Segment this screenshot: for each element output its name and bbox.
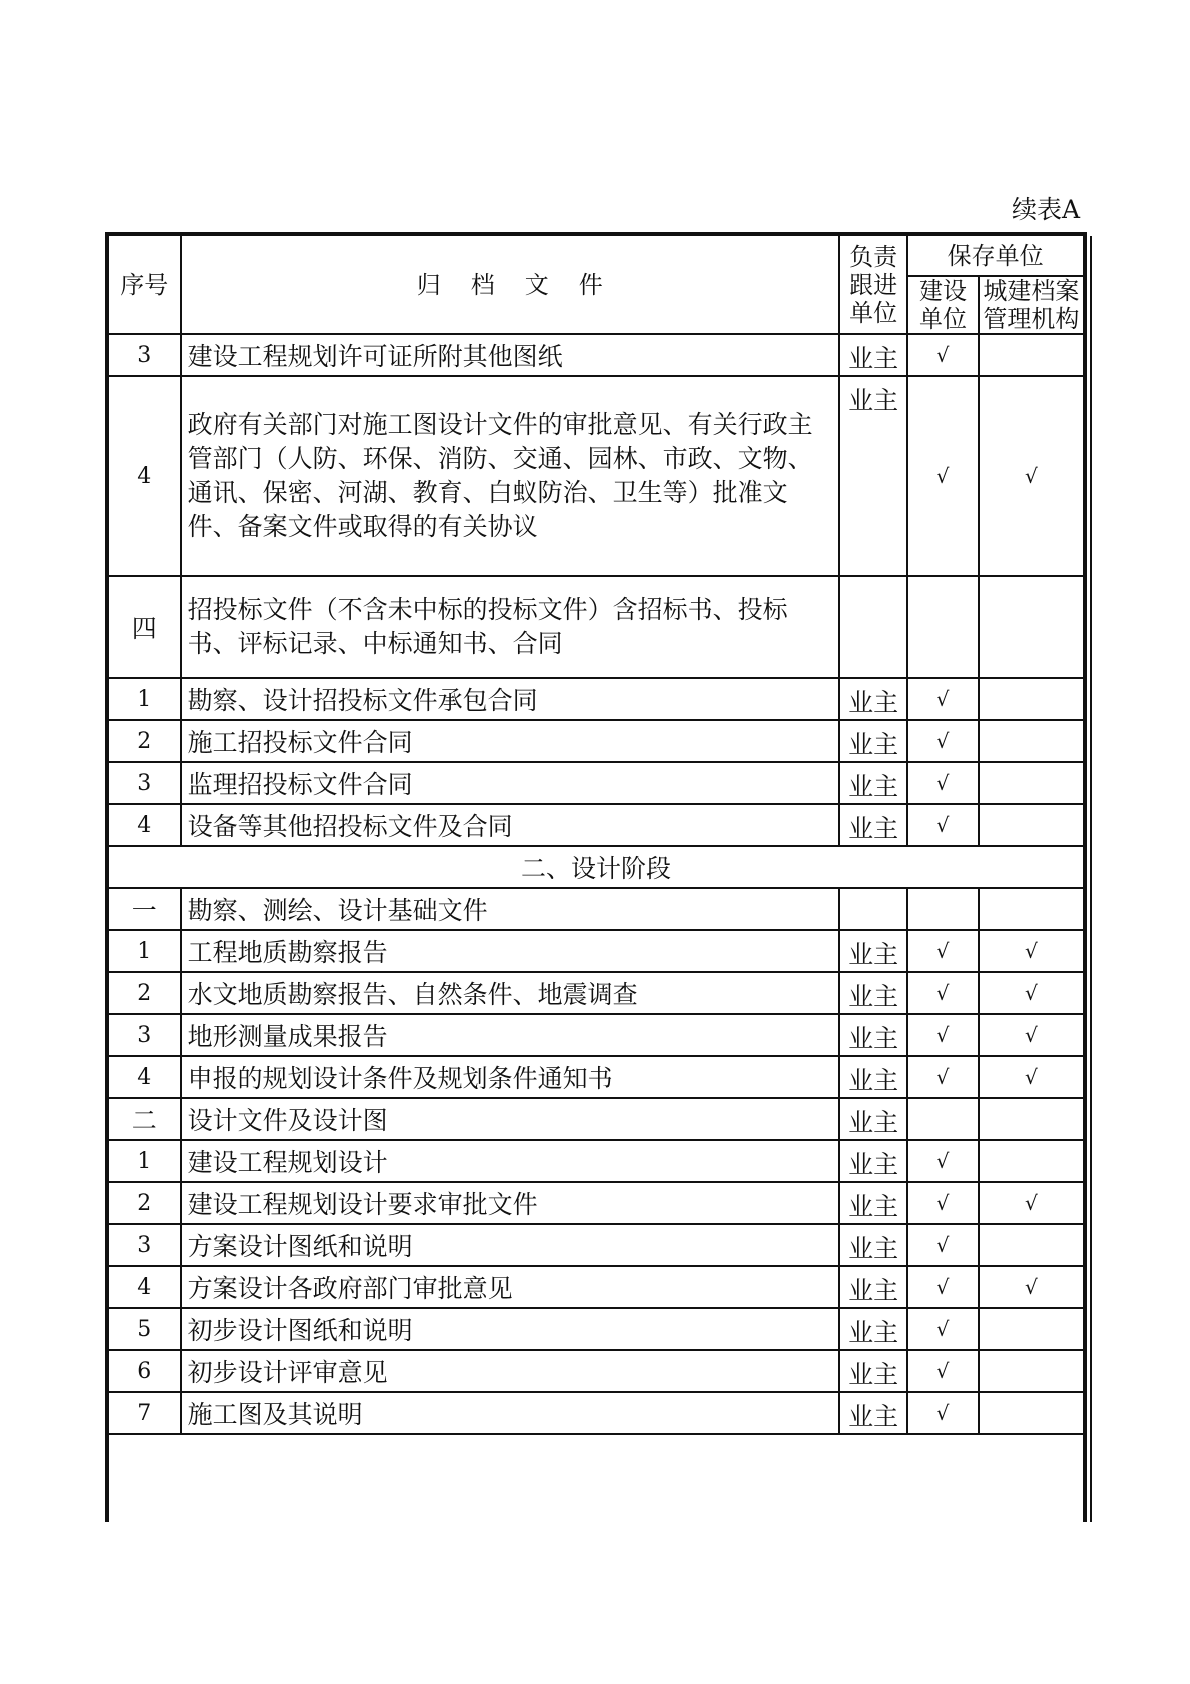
row-responsible: 业主 <box>839 1098 907 1140</box>
row-builder-check <box>907 888 979 930</box>
row-responsible: 业主 <box>839 930 907 972</box>
row-seq: 4 <box>109 804 181 846</box>
row-builder-check: √ <box>907 720 979 762</box>
header-storage-archive-line2: 管理机构 <box>983 305 1080 333</box>
row-seq: 1 <box>109 930 181 972</box>
row-responsible <box>839 576 907 678</box>
row-builder-check: √ <box>907 1392 979 1434</box>
table-row <box>109 376 1083 576</box>
row-doc-title: 勘察、设计招投标文件承包合同 <box>181 678 839 720</box>
table-row <box>109 1266 1083 1308</box>
header-storage: 保存单位 <box>907 236 1083 276</box>
row-seq: 1 <box>109 1140 181 1182</box>
table-row <box>109 888 1083 930</box>
row-doc-title: 方案设计各政府部门审批意见 <box>181 1266 839 1308</box>
row-builder-check: √ <box>907 1140 979 1182</box>
row-seq: 5 <box>109 1308 181 1350</box>
row-responsible: 业主 <box>839 1392 907 1434</box>
row-responsible: 业主 <box>839 334 907 376</box>
row-builder-check: √ <box>907 1308 979 1350</box>
row-archive-check <box>979 888 1083 930</box>
header-storage-builder-line1: 建设 <box>919 277 968 305</box>
row-archive-check <box>979 1392 1083 1434</box>
row-archive-check <box>979 1140 1083 1182</box>
row-responsible: 业主 <box>839 1224 907 1266</box>
row-doc-title: 建设工程规划许可证所附其他图纸 <box>181 334 839 376</box>
row-seq: 二 <box>109 1098 181 1140</box>
table-row <box>109 972 1083 1014</box>
row-seq: 4 <box>109 1056 181 1098</box>
row-doc-title: 初步设计图纸和说明 <box>181 1308 839 1350</box>
row-archive-check: √ <box>979 972 1083 1014</box>
row-doc-title: 水文地质勘察报告、自然条件、地震调查 <box>181 972 839 1014</box>
row-doc-title: 施工招投标文件合同 <box>181 720 839 762</box>
row-seq: 3 <box>109 1224 181 1266</box>
row-builder-check: √ <box>907 1014 979 1056</box>
header-storage-builder-line2: 单位 <box>919 305 968 333</box>
row-seq: 7 <box>109 1392 181 1434</box>
row-seq: 3 <box>109 762 181 804</box>
table-row <box>109 678 1083 720</box>
table-row <box>109 720 1083 762</box>
row-builder-check: √ <box>907 762 979 804</box>
row-doc-title: 初步设计评审意见 <box>181 1350 839 1392</box>
row-archive-check <box>979 678 1083 720</box>
header-responsible-line3: 单位 <box>849 298 898 327</box>
row-builder-check: √ <box>907 1224 979 1266</box>
row-responsible: 业主 <box>839 1308 907 1350</box>
header-responsible <box>839 236 907 334</box>
row-responsible: 业主 <box>839 972 907 1014</box>
table-row <box>109 1224 1083 1266</box>
row-builder-check: √ <box>907 678 979 720</box>
table-row <box>109 1350 1083 1392</box>
table-row <box>109 1182 1083 1224</box>
row-doc-title: 申报的规划设计条件及规划条件通知书 <box>181 1056 839 1098</box>
row-archive-check <box>979 1224 1083 1266</box>
row-archive-check: √ <box>979 1266 1083 1308</box>
header-row-top <box>109 236 1083 276</box>
row-seq: 1 <box>109 678 181 720</box>
row-responsible: 业主 <box>839 1182 907 1224</box>
archive-table <box>109 236 1083 1435</box>
header-storage-archive-line1: 城建档案 <box>983 277 1080 305</box>
row-seq: 四 <box>109 576 181 678</box>
table-row <box>109 762 1083 804</box>
table-row <box>109 1056 1083 1098</box>
row-doc-title: 地形测量成果报告 <box>181 1014 839 1056</box>
row-archive-check: √ <box>979 1014 1083 1056</box>
row-builder-check: √ <box>907 972 979 1014</box>
row-responsible: 业主 <box>839 376 907 576</box>
row-builder-check: √ <box>907 1266 979 1308</box>
row-doc-title: 建设工程规划设计要求审批文件 <box>181 1182 839 1224</box>
section-row <box>109 846 1083 888</box>
row-doc-title: 勘察、测绘、设计基础文件 <box>181 888 839 930</box>
table-row <box>109 1098 1083 1140</box>
table-row <box>109 1308 1083 1350</box>
row-responsible: 业主 <box>839 1014 907 1056</box>
row-doc-title: 工程地质勘察报告 <box>181 930 839 972</box>
row-archive-check: √ <box>979 1182 1083 1224</box>
row-responsible: 业主 <box>839 1266 907 1308</box>
row-seq: 6 <box>109 1350 181 1392</box>
row-responsible: 业主 <box>839 762 907 804</box>
row-archive-check <box>979 804 1083 846</box>
row-doc-title: 建设工程规划设计 <box>181 1140 839 1182</box>
row-builder-check <box>907 1098 979 1140</box>
row-archive-check <box>979 720 1083 762</box>
row-archive-check: √ <box>979 1056 1083 1098</box>
header-storage-builder <box>907 276 979 334</box>
row-seq: 2 <box>109 972 181 1014</box>
row-responsible: 业主 <box>839 1056 907 1098</box>
row-archive-check <box>979 1350 1083 1392</box>
row-builder-check <box>907 576 979 678</box>
row-builder-check: √ <box>907 1350 979 1392</box>
header-doc: 归档文件 <box>181 236 839 334</box>
row-doc-title: 施工图及其说明 <box>181 1392 839 1434</box>
row-responsible: 业主 <box>839 678 907 720</box>
table-row <box>109 804 1083 846</box>
row-builder-check: √ <box>907 930 979 972</box>
table-row <box>109 334 1083 376</box>
row-archive-check <box>979 1098 1083 1140</box>
row-responsible: 业主 <box>839 1140 907 1182</box>
table-row <box>109 930 1083 972</box>
table-row <box>109 576 1083 678</box>
row-builder-check: √ <box>907 376 979 576</box>
row-doc-title: 方案设计图纸和说明 <box>181 1224 839 1266</box>
row-builder-check: √ <box>907 1056 979 1098</box>
row-seq: 3 <box>109 334 181 376</box>
row-doc-title: 监理招投标文件合同 <box>181 762 839 804</box>
header-responsible-line2: 跟进 <box>849 270 898 299</box>
row-seq: 3 <box>109 1014 181 1056</box>
row-seq: 4 <box>109 1266 181 1308</box>
row-responsible <box>839 888 907 930</box>
row-archive-check <box>979 762 1083 804</box>
row-archive-check <box>979 1308 1083 1350</box>
row-doc-title: 设备等其他招投标文件及合同 <box>181 804 839 846</box>
row-archive-check: √ <box>979 376 1083 576</box>
row-builder-check: √ <box>907 804 979 846</box>
row-archive-check <box>979 334 1083 376</box>
header-storage-archive <box>979 276 1083 334</box>
table-row <box>109 1014 1083 1056</box>
row-responsible: 业主 <box>839 1350 907 1392</box>
table-row <box>109 1140 1083 1182</box>
row-builder-check: √ <box>907 334 979 376</box>
row-builder-check: √ <box>907 1182 979 1224</box>
row-doc-title: 政府有关部门对施工图设计文件的审批意见、有关行政主管部门（人防、环保、消防、交通、园林、市政、文物、通讯、保密、河湖、教育、白蚁防治、卫生等）批准文件、备案文件或取得的有关协议 <box>181 376 839 576</box>
row-responsible: 业主 <box>839 804 907 846</box>
row-archive-check <box>979 576 1083 678</box>
archive-table-sheet <box>105 232 1087 1522</box>
row-doc-title: 设计文件及设计图 <box>181 1098 839 1140</box>
row-doc-title: 招投标文件（不含未中标的投标文件）含招标书、投标书、评标记录、中标通知书、合同 <box>181 576 839 678</box>
row-seq: 4 <box>109 376 181 576</box>
row-seq: 2 <box>109 1182 181 1224</box>
header-seq: 序号 <box>109 236 181 334</box>
row-responsible: 业主 <box>839 720 907 762</box>
row-seq: 一 <box>109 888 181 930</box>
section-title: 二、设计阶段 <box>109 846 1083 888</box>
table-row <box>109 1392 1083 1434</box>
row-archive-check: √ <box>979 930 1083 972</box>
header-responsible-line1: 负责 <box>849 242 898 271</box>
row-seq: 2 <box>109 720 181 762</box>
table-caption: 续表A <box>1011 195 1080 224</box>
